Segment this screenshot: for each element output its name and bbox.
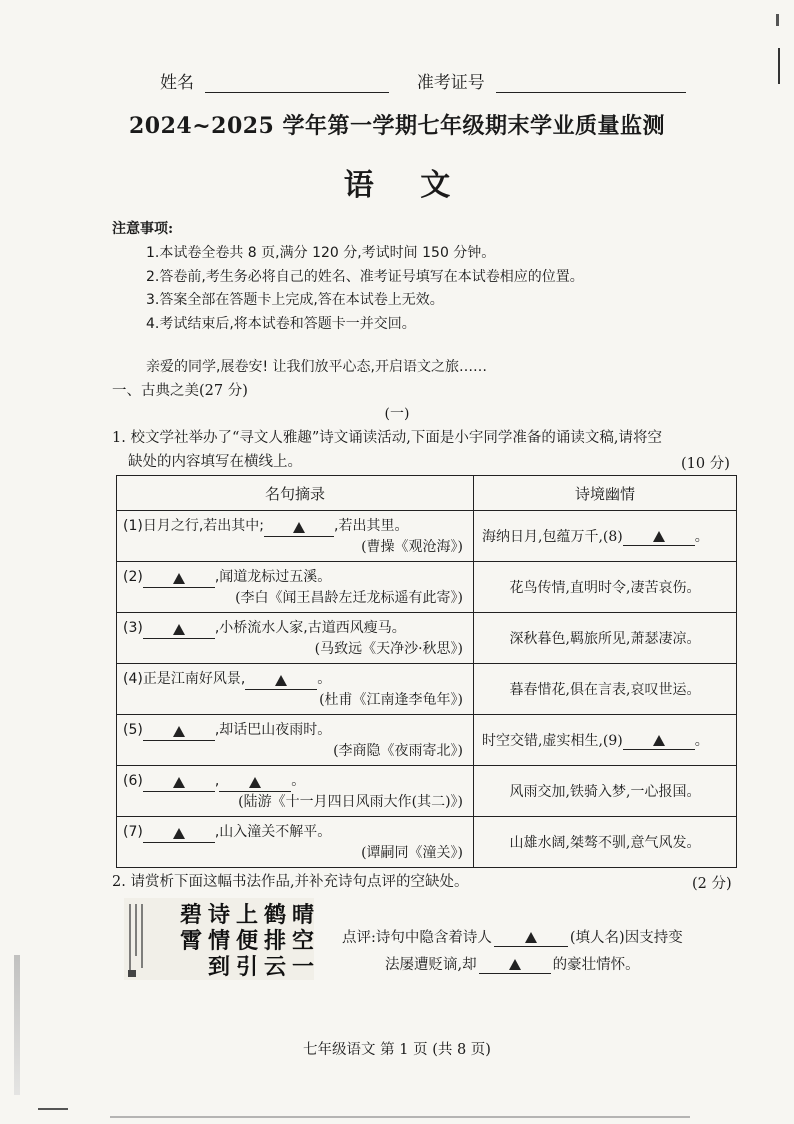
- notice-item: 3.答案全部在答题卡上完成,答在本试卷上无效。: [146, 292, 444, 308]
- calligraphy-char: 空: [292, 928, 314, 954]
- calligraphy-char: 霄: [180, 928, 203, 954]
- question-1-prompt: 1. 校文学社举办了“寻文人雅趣”诗文诵读活动,下面是小宇同学准备的诵读文稿,请将空: [112, 430, 662, 446]
- notice-heading: 注意事项:: [112, 221, 174, 237]
- quote-text: 。: [291, 773, 306, 789]
- candidate-info-row: [160, 68, 686, 93]
- scan-edge-mark: [776, 14, 779, 26]
- quote-text: ,小桥流水人家,古道西风瘦马。: [214, 620, 406, 636]
- quote-source: (李商隐《夜雨寄北》): [333, 743, 463, 759]
- answer-blank[interactable]: [143, 775, 215, 792]
- mood-text: 山雄水阔,桀骜不驯,意气风发。: [474, 817, 737, 868]
- part-label: (一): [384, 406, 410, 422]
- header-quotes: 名句摘录: [117, 476, 474, 511]
- greeting-text: 亲爱的同学,展卷安! 让我们放平心态,开启语文之旅……: [146, 359, 487, 375]
- triangle-icon: [173, 624, 185, 635]
- answer-blank[interactable]: [494, 930, 568, 947]
- question-1-prompt-cont: 缺处的内容填写在横线上。: [128, 454, 302, 470]
- calligraphy-char: 一: [292, 954, 314, 980]
- quote-text: 日月之行,若出其中;: [142, 518, 265, 534]
- scan-edge-shadow: [14, 955, 20, 1095]
- quote-text: ,闻道龙标过五溪。: [214, 569, 332, 585]
- triangle-icon: [173, 726, 185, 737]
- triangle-icon: [275, 675, 287, 686]
- mood-text: 深秋暮色,羁旅所见,萧瑟凄凉。: [474, 613, 737, 664]
- calligraphy-char: 碧: [180, 902, 203, 928]
- quote-text: ,山入潼关不解平。: [214, 824, 332, 840]
- calligraphy-char: 引: [236, 954, 259, 980]
- triangle-icon: [173, 828, 185, 839]
- answer-blank[interactable]: [143, 724, 215, 741]
- question-2-score: (2 分): [692, 876, 732, 892]
- item-number: (3): [123, 620, 143, 636]
- scan-edge-mark: [38, 1108, 68, 1110]
- table-row: [117, 817, 737, 868]
- table-row: [117, 562, 737, 613]
- scan-edge-mark: [778, 48, 780, 84]
- name-label: 姓名: [160, 73, 194, 93]
- notice-item: 1.本试卷全卷共 8 页,满分 120 分,考试时间 150 分钟。: [146, 245, 496, 261]
- table-row: [117, 715, 737, 766]
- comment-text: 的豪壮情怀。: [552, 957, 640, 973]
- calligraphy-char: 云: [264, 954, 287, 980]
- quote-source: (谭嗣同《潼关》): [361, 845, 463, 861]
- triangle-icon: [653, 531, 665, 542]
- quote-text: 正是江南好风景,: [142, 671, 246, 687]
- answer-blank[interactable]: [623, 529, 695, 546]
- comment-line-1: [342, 926, 683, 947]
- item-number: (4): [123, 671, 143, 687]
- notice-item: 4.考试结束后,将本试卷和答题卡一并交回。: [146, 316, 416, 332]
- mood-text: 。: [694, 733, 709, 749]
- question-2-prompt: 2. 请赏析下面这幅书法作品,并补充诗句点评的空缺处。: [112, 874, 469, 890]
- calligraphy-char: 排: [264, 928, 287, 954]
- item-number: (1): [123, 518, 143, 534]
- section-title: 一、古典之美(27 分): [112, 383, 248, 399]
- table-row: [117, 664, 737, 715]
- triangle-icon: [249, 777, 261, 788]
- mood-text: 风雨交加,铁骑入梦,一心报国。: [474, 766, 737, 817]
- quote-text: ,若出其里。: [334, 518, 409, 534]
- quote-text: ,却话巴山夜雨时。: [214, 722, 332, 738]
- quote-source: (曹操《观沧海》): [361, 539, 463, 555]
- answer-blank[interactable]: [143, 571, 215, 588]
- exam-title: 2024~2025 学年第一学期七年级期末学业质量监测: [128, 113, 666, 139]
- answer-blank[interactable]: [623, 733, 695, 750]
- exam-id-field[interactable]: [496, 73, 686, 93]
- name-field[interactable]: [205, 73, 389, 93]
- quote-text: 。: [317, 671, 332, 687]
- triangle-icon: [509, 959, 521, 970]
- calligraphy-char: 鹤: [264, 902, 287, 928]
- comment-text: 法屡遭贬谪,却: [385, 957, 477, 973]
- table-row: [117, 613, 737, 664]
- mood-text: 花鸟传情,直明时令,凄苦哀伤。: [474, 562, 737, 613]
- subject-title: 语 文: [343, 168, 469, 203]
- triangle-icon: [173, 777, 185, 788]
- comment-text: (填人名)因支持变: [569, 930, 683, 946]
- table-row: [117, 511, 737, 562]
- calligraphy-image: [124, 898, 314, 980]
- notice-item: 2.答卷前,考生务必将自己的姓名、准考证号填写在本试卷相应的位置。: [146, 269, 584, 285]
- triangle-icon: [653, 735, 665, 746]
- table-row: [117, 766, 737, 817]
- exam-id-label: 准考证号: [416, 73, 485, 93]
- comment-text: 点评:诗句中隐含着诗人: [342, 930, 492, 946]
- quote-source: (李白《闻王昌龄左迁龙标遥有此寄》): [235, 590, 463, 606]
- table-header-row: [117, 476, 737, 511]
- answer-blank[interactable]: [245, 673, 317, 690]
- calligraphy-char: 情: [208, 928, 231, 954]
- calligraphy-char: 晴: [292, 902, 314, 928]
- triangle-icon: [173, 573, 185, 584]
- calligraphy-char: 到: [208, 954, 231, 980]
- answer-blank[interactable]: [143, 622, 215, 639]
- item-number: (5): [123, 722, 143, 738]
- item-number: (7): [123, 824, 143, 840]
- triangle-icon: [525, 932, 537, 943]
- question-1-score: (10 分): [681, 456, 730, 472]
- item-number: (2): [123, 569, 143, 585]
- comment-line-2: [385, 953, 640, 974]
- quote-source: (陆游《十一月四日风雨大作(其二)》): [238, 794, 463, 810]
- answer-blank[interactable]: [479, 957, 551, 974]
- mood-text: 暮春惜花,俱在言表,哀叹世运。: [474, 664, 737, 715]
- quote-text: ,: [214, 773, 220, 789]
- page-footer: 七年级语文 第 1 页 (共 8 页): [303, 1042, 491, 1058]
- quote-source: (马致远《天净沙·秋思》): [314, 641, 463, 657]
- answer-blank[interactable]: [143, 826, 215, 843]
- calligraphy-char: 便: [236, 928, 259, 954]
- mood-text: 海纳日月,包蕴万千,(8): [482, 529, 623, 545]
- mood-text: 。: [694, 529, 709, 545]
- calligraphy-char: 诗: [208, 902, 231, 928]
- item-number: (6): [123, 773, 143, 789]
- calligraphy-char: 上: [236, 902, 259, 928]
- answer-blank[interactable]: [264, 520, 334, 537]
- scan-edge-mark: [110, 1116, 690, 1118]
- header-mood: 诗境幽情: [474, 476, 737, 511]
- mood-text: 时空交错,虚实相生,(9): [482, 733, 623, 749]
- answer-blank[interactable]: [219, 775, 291, 792]
- poem-table: [116, 475, 737, 868]
- triangle-icon: [293, 522, 305, 533]
- quote-source: (杜甫《江南逢李龟年》): [319, 692, 463, 708]
